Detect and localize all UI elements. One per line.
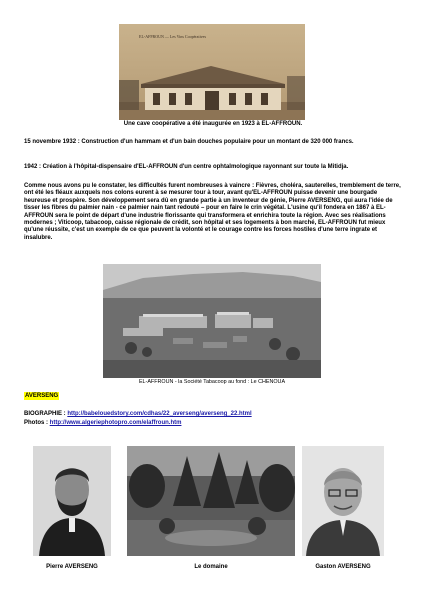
photos-line [24, 419, 181, 427]
biography-label: BIOGRAPHIE : [24, 411, 68, 417]
tabacoop-caption: EL-AFFROUN - la Société Tabacoop au fond : Le CHENOUA [138, 379, 286, 385]
domaine-caption: Le domaine [194, 564, 228, 570]
pierre-caption: Pierre AVERSENG [46, 564, 98, 570]
tabacoop-illustration [103, 264, 321, 378]
pierre-averseng-portrait [33, 446, 111, 556]
paragraph-main: Comme nous avons pu le constater, les difficultés furent nombreuses à vaincre : Fièvres, choléra, sauterelles, tremblement de terre, ont été les fléaux auxquels nos colons eurent à se mesurer tour à tour, avant qu'EL-AFFROUN puisse devenir une bourgade heureuse et prospère. Son développement sera dû en grande partie à un inventeur de génie, Pierre AVERSENG, qui aura l'idée de tisser les fibres du palmier nain - ce palmier nain tant redouté – pour en faire le crin végétal. L'usine qu'il fondera en 1867 à EL-AFFROUN sera le point de départ d'une industrie florissante qui transformera et enrichira toute la région. Avec ses réalisations modernes ; Viticoop, tabacoop, caisse régionale de crédit, son hôpital et ses logements à bon marché, EL-AFFROUN fut mieux qu'une réussite, c'est un exemple de ce que peuvent la volonté et le courage contre les forces hostiles d'une terre ingrate et insalubre. [24, 183, 401, 241]
cave-caption: Une cave coopérative a été inaugurée en 1923 à EL-AFFROUN. [123, 121, 303, 127]
cave-cooperative-photo [119, 24, 305, 120]
domaine-illustration [127, 446, 295, 556]
postcard-caption: EL-AFFROUN — Les Vins Coopératives [139, 34, 207, 39]
biography-line [24, 410, 252, 418]
gaston-averseng-portrait [302, 446, 384, 556]
tabacoop-photo [103, 264, 321, 378]
paragraph-1942: 1942 : Création à l'hôpital-dispensaire d'EL-AFFROUN d'un centre ophtalmologique rayonnant sur toute la Mitidja. [24, 164, 349, 170]
pierre-portrait-illustration [33, 446, 111, 556]
photos-label: Photos : [24, 420, 50, 426]
photos-link[interactable]: http://www.algeriephotopro.com/elaffroun.htm [49, 420, 182, 426]
section-tag: AVERSENG [25, 393, 59, 399]
cave-cooperative-illustration [119, 24, 305, 120]
gaston-caption: Gaston AVERSENG [315, 564, 371, 570]
domaine-photo [127, 446, 295, 556]
gaston-portrait-illustration [302, 446, 384, 556]
paragraph-1932: 15 novembre 1932 : Construction d'un hammam et d'un bain douches populaire pour un montant de 320 000 francs. [24, 139, 354, 145]
biography-link[interactable]: http://babelouedstory.com/cdhas/22_averseng/averseng_22.html [67, 411, 252, 417]
